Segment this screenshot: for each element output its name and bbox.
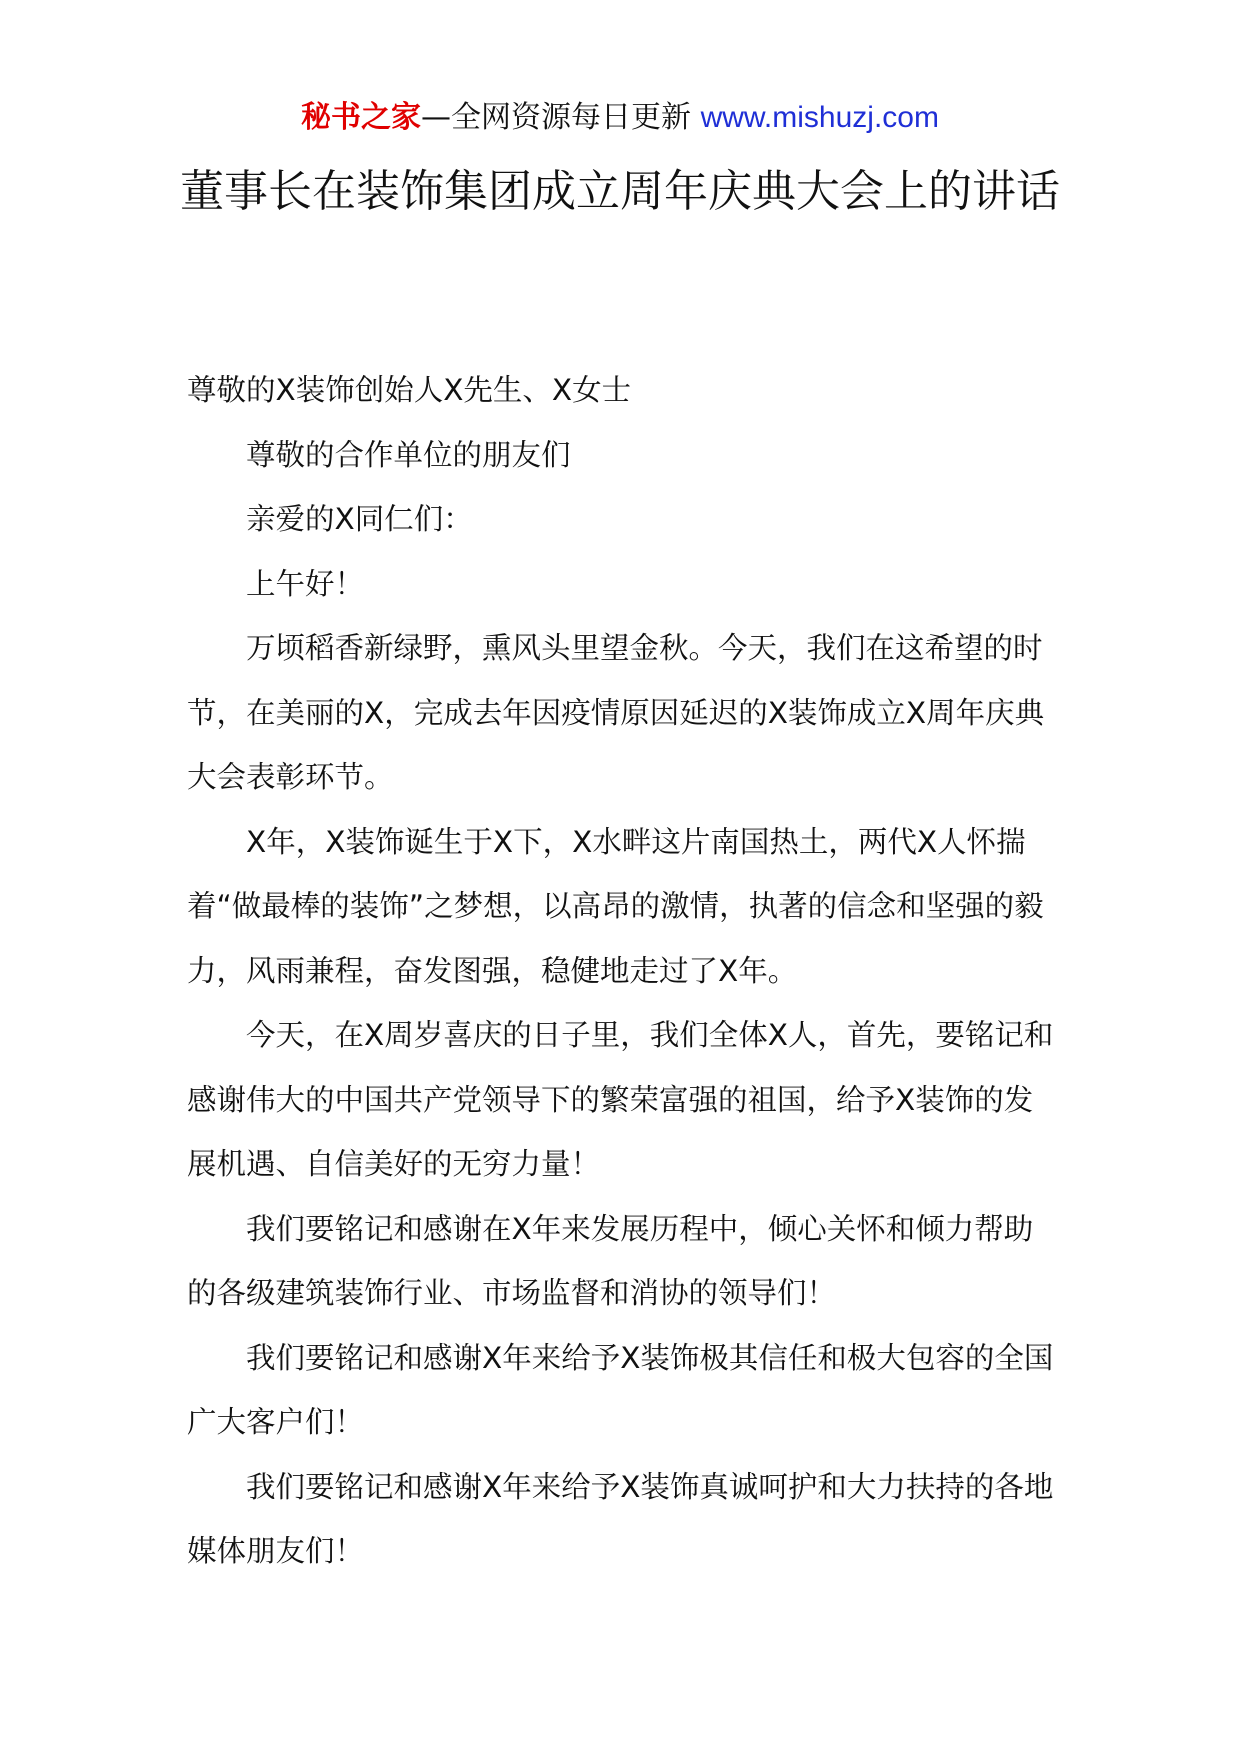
body-paragraph: 我们要铭记和感谢X年来给予X装饰极其信任和极大包容的全国广大客户们！: [187, 1340, 1054, 1439]
salutation-line: 亲爱的X同仁们：: [246, 502, 473, 536]
document-body: [187, 358, 1057, 1584]
header-tagline: —全网资源每日更新: [421, 100, 701, 135]
brand-name: 秘书之家: [301, 100, 422, 135]
document-title: 董事长在装饰集团成立周年庆典大会上的讲话: [180, 166, 1060, 217]
body-paragraph: X年，X装饰诞生于X下，X水畔这片南国热土，两代X人怀揣着“做最棒的装饰”之梦想，以高昂的激情，执著的信念和坚强的毅力，风雨兼程，奋发图强，稳健地走过了X年。: [187, 824, 1044, 988]
page-header: [0, 98, 1240, 138]
body-paragraph: 我们要铭记和感谢在X年来发展历程中，倾心关怀和倾力帮助的各级建筑装饰行业、市场监督和消协的领导们！: [187, 1211, 1034, 1310]
salutation-line: 尊敬的X装饰创始人X先生、X女士: [187, 373, 632, 407]
body-paragraph: 今天，在X周岁喜庆的日子里，我们全体X人，首先，要铭记和感谢伟大的中国共产党领导下的繁荣富强的祖国，给予X装饰的发展机遇、自信美好的无穷力量！: [187, 1018, 1054, 1181]
salutation-line: 尊敬的合作单位的朋友们: [246, 437, 571, 472]
body-paragraph: 我们要铭记和感谢X年来给予X装饰真诚呵护和大力扶持的各地媒体朋友们！: [187, 1469, 1054, 1568]
greeting-line: 上午好！: [246, 566, 365, 601]
website-link[interactable]: www.mishuzj.com: [700, 101, 939, 134]
body-paragraph: 万顷稻香新绿野，熏风头里望金秋。今天，我们在这希望的时节，在美丽的X，完成去年因疫情原因延迟的X装饰成立X周年庆典大会表彰环节。: [187, 631, 1045, 794]
